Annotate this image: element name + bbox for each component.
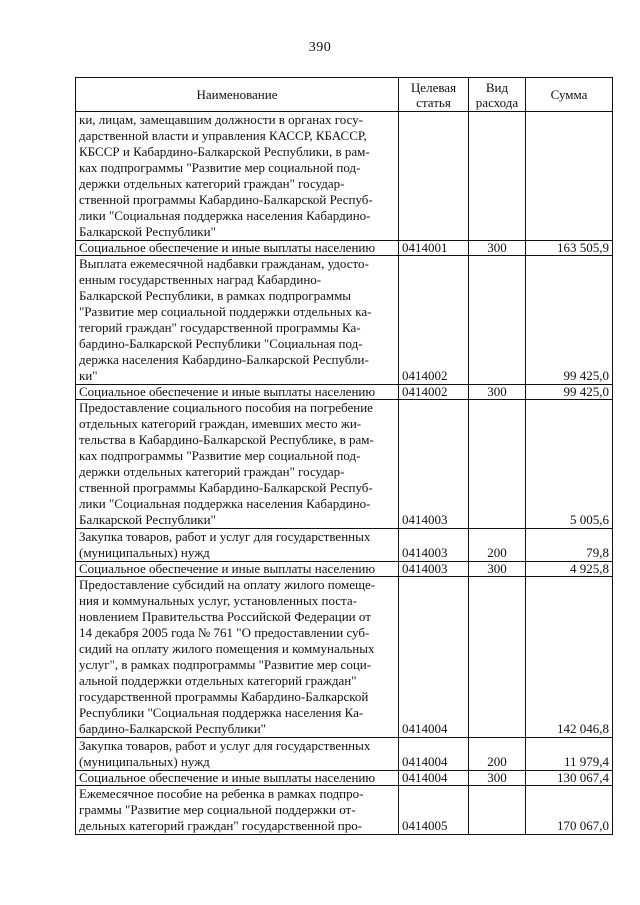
row-code: 0414002: [399, 256, 469, 385]
table-row: [76, 771, 613, 786]
row-code: 0414003: [399, 562, 469, 577]
row-sum: 170 067,0: [526, 786, 613, 835]
row-name: Закупка товаров, работ и услуг для государственных (муниципальных) нужд: [76, 738, 399, 771]
row-sum: 99 425,0: [526, 256, 613, 385]
row-type: 200: [469, 529, 526, 562]
row-sum: 79,8: [526, 529, 613, 562]
table-row: [76, 241, 613, 256]
row-type: 300: [469, 771, 526, 786]
row-code: 0414003: [399, 400, 469, 529]
header-name: Наименование: [76, 78, 399, 112]
row-name: ки, лицам, замещавшим должности в органах госу- дарственной власти и управления КАССР, КБАССР, КБССР и Кабардино-Балкарской Республики, в рам- ках подпрограммы "Развитие мер социальной под- держки отдельных категорий граждан" государ- ственной программы Кабардино-Балкарской Респуб- лики "Социальная поддержка населения Кабардино- Балкарской Республики": [76, 112, 399, 241]
budget-table: [75, 77, 613, 835]
row-sum: 5 005,6: [526, 400, 613, 529]
table-row: [76, 112, 613, 241]
row-name: Предоставление социального пособия на погребение отдельных категорий граждан, имевших место жи- тельства в Кабардино-Балкарской Республике, в рам- ках подпрограммы "Развитие мер социальной под- держки отдельных категорий граждан" государ- ственной программы Кабардино-Балкарской Респуб- лики "Социальная поддержка населения Кабардино- Балкарской Республики": [76, 400, 399, 529]
page-number: 390: [308, 40, 332, 55]
row-name: Социальное обеспечение и иные выплаты населению: [76, 385, 399, 400]
table-row: [76, 786, 613, 835]
row-sum: 4 925,8: [526, 562, 613, 577]
row-code: 0414003: [399, 529, 469, 562]
header-sum: Сумма: [526, 78, 613, 112]
table-row: [76, 400, 613, 529]
row-type: 300: [469, 385, 526, 400]
row-type: 300: [469, 562, 526, 577]
row-code: [399, 112, 469, 241]
row-sum: 99 425,0: [526, 385, 613, 400]
row-type: [469, 577, 526, 738]
row-name: Предоставление субсидий на оплату жилого помеще- ния и коммунальных услуг, установленных поста- новлением Правительства Российской Федерации от 14 декабря 2005 года № 761 "О предоставлении суб- сидий на оплату жилого помещения и коммунальных услуг", в рамках подпрограммы "Развитие мер соци- альной поддержки отдельных категорий граждан" государственной программы Кабардино-Балкарской Республики "Социальная поддержка населения Ка- бардино-Балкарской Республики": [76, 577, 399, 738]
table-row: [76, 385, 613, 400]
row-type: 300: [469, 241, 526, 256]
row-sum: 130 067,4: [526, 771, 613, 786]
table-row: [76, 529, 613, 562]
header-target-article: Целевая статья: [399, 78, 469, 112]
row-code: 0414004: [399, 738, 469, 771]
row-sum: 142 046,8: [526, 577, 613, 738]
table-row: [76, 738, 613, 771]
row-code: 0414004: [399, 577, 469, 738]
table-row: [76, 256, 613, 385]
row-type: 200: [469, 738, 526, 771]
row-code: 0414004: [399, 771, 469, 786]
row-code: 0414001: [399, 241, 469, 256]
row-code: 0414002: [399, 385, 469, 400]
row-name: Выплата ежемесячной надбавки гражданам, удосто- енным государственных наград Кабардино- Балкарской Республики, в рамках подпрограммы "Развитие мер социальной поддержки отдельных ка- тегорий граждан" государственной программы Ка- бардино-Балкарской Республики "Социальная под- держка населения Кабардино-Балкарской Республи- ки": [76, 256, 399, 385]
row-type: [469, 786, 526, 835]
table-row: [76, 562, 613, 577]
table-row: [76, 577, 613, 738]
row-type: [469, 400, 526, 529]
row-sum: 11 979,4: [526, 738, 613, 771]
table-header-row: [76, 78, 613, 112]
row-name: Закупка товаров, работ и услуг для государственных (муниципальных) нужд: [76, 529, 399, 562]
row-name: Социальное обеспечение и иные выплаты населению: [76, 241, 399, 256]
header-expense-type: Вид расхода: [469, 78, 526, 112]
row-sum: 163 505,9: [526, 241, 613, 256]
row-type: [469, 256, 526, 385]
row-name: Ежемесячное пособие на ребенка в рамках подпро- граммы "Развитие мер социальной поддержки от- дельных категорий граждан" государственной про-: [76, 786, 399, 835]
row-code: 0414005: [399, 786, 469, 835]
row-sum: [526, 112, 613, 241]
row-name: Социальное обеспечение и иные выплаты населению: [76, 562, 399, 577]
row-name: Социальное обеспечение и иные выплаты населению: [76, 771, 399, 786]
row-type: [469, 112, 526, 241]
